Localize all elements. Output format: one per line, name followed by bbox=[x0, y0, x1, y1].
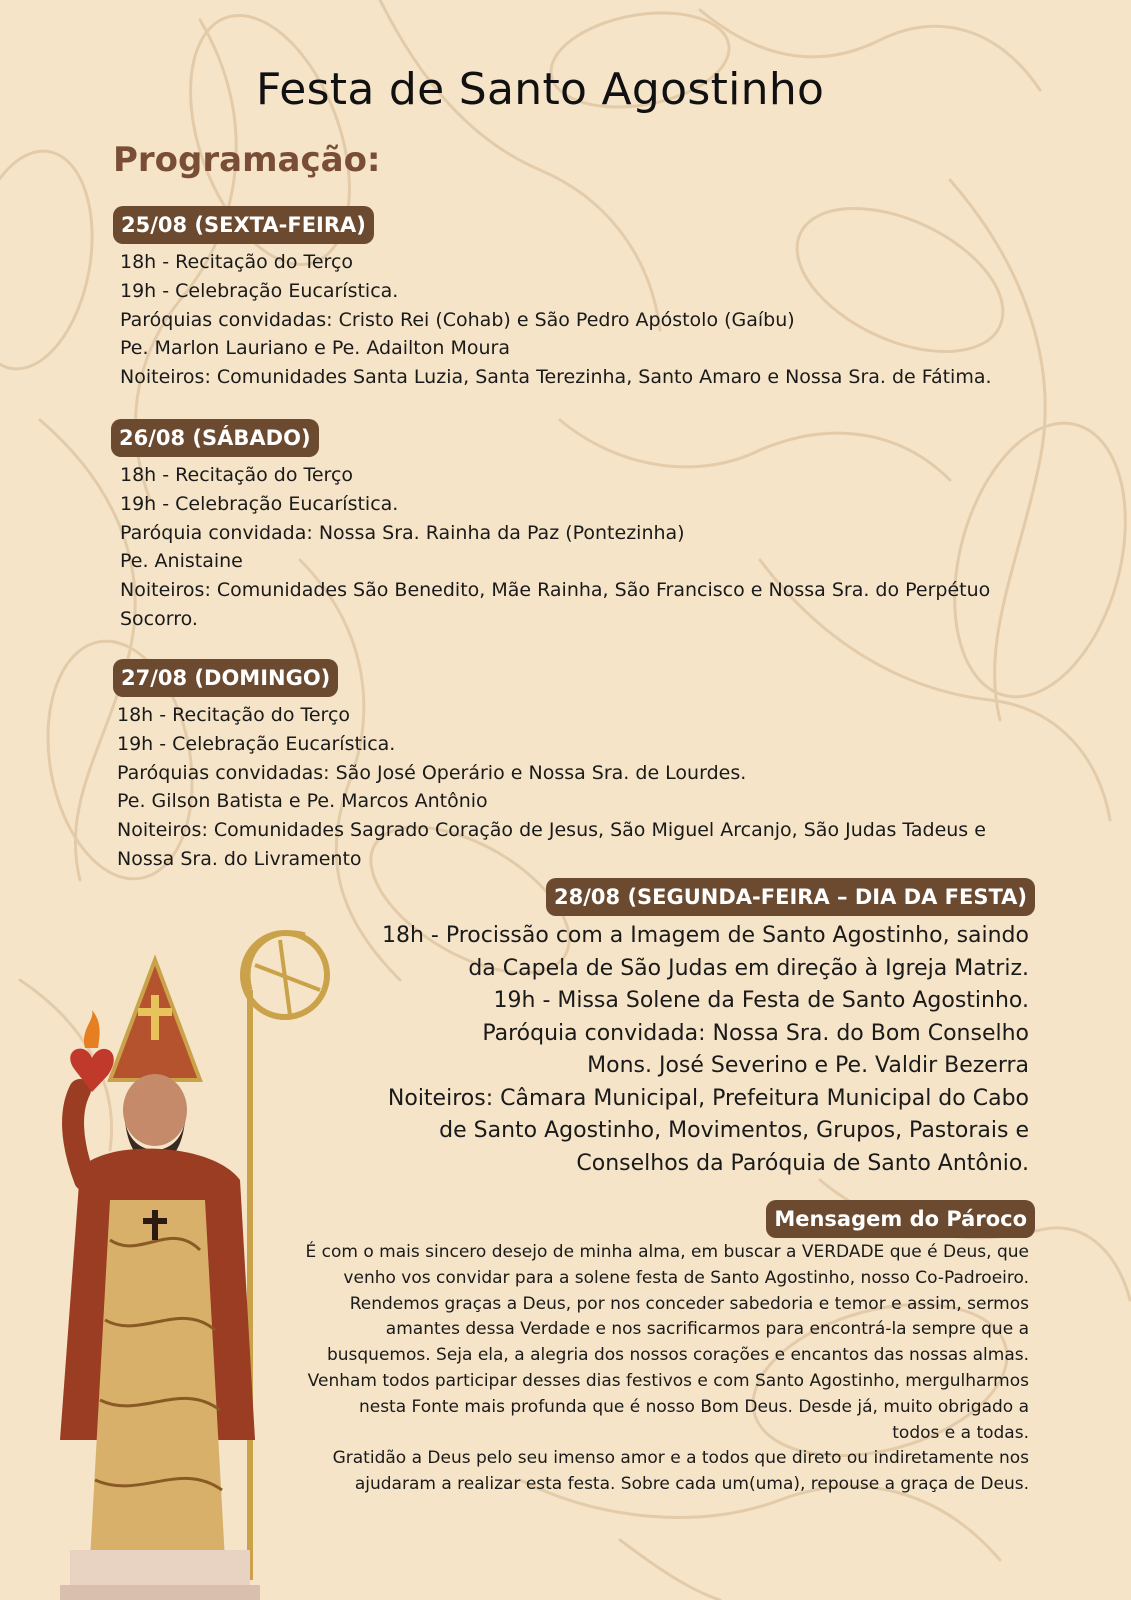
message-line: Gratidão a Deus pelo seu imenso amor e a todos que direto ou indiretamente nos bbox=[332, 1448, 1029, 1469]
schedule-line: 19h - Celebração Eucarística. bbox=[120, 279, 399, 302]
message-line: É com o mais sincero desejo de minha alma, em buscar a VERDADE que é Deus, que bbox=[305, 1242, 1029, 1262]
schedule-heading: Programação: bbox=[113, 140, 381, 180]
day-header-25: 25/08 (SEXTA-FEIRA) bbox=[113, 206, 374, 244]
day-details-28 bbox=[382, 920, 1029, 1180]
schedule-line: Paróquias convidadas: São José Operário e Nossa Sra. de Lourdes. bbox=[117, 761, 747, 784]
page-title: Festa de Santo Agostinho bbox=[256, 64, 825, 115]
schedule-line: Paróquia convidada: Nossa Sra. Rainha da Paz (Pontezinha) bbox=[120, 521, 685, 544]
crozier-staff bbox=[243, 933, 327, 1580]
schedule-line: 19h - Missa Solene da Festa de Santo Agostinho. bbox=[493, 988, 1029, 1013]
robe bbox=[90, 1200, 225, 1560]
schedule-line: 18h - Recitação do Terço bbox=[117, 704, 351, 726]
day-header-26: 26/08 (SÁBADO) bbox=[111, 419, 319, 457]
schedule-line: Paróquias convidadas: Cristo Rei (Cohab) e São Pedro Apóstolo (Gaíbu) bbox=[120, 308, 795, 331]
day-details-25 bbox=[120, 248, 992, 392]
face bbox=[123, 1074, 187, 1146]
message-line: busquemos. Seja ela, a alegria dos nossos corações e encantos das nossas almas. bbox=[326, 1345, 1029, 1366]
schedule-line: 19h - Celebração Eucarística. bbox=[117, 732, 396, 755]
message-header: Mensagem do Pároco bbox=[766, 1200, 1035, 1238]
schedule-line: Noiteiros: Comunidades Sagrado Coração de Jesus, São Miguel Arcanjo, São Judas Tadeus e bbox=[117, 819, 986, 842]
day-header-28: 28/08 (SEGUNDA-FEIRA – DIA DA FESTA) bbox=[546, 878, 1035, 916]
saint-augustine-statue-image bbox=[40, 920, 370, 1600]
schedule-line: Noiteiros: Câmara Municipal, Prefeitura Municipal do Cabo bbox=[387, 1085, 1029, 1111]
schedule-line: Paróquia convidada: Nossa Sra. do Bom Conselho bbox=[482, 1020, 1029, 1046]
day-header-27: 27/08 (DOMINGO) bbox=[113, 659, 338, 697]
schedule-line: Noiteiros: Comunidades São Benedito, Mãe Rainha, São Francisco e Nossa Sra. do Perpétuo bbox=[120, 579, 991, 602]
message-line: venho vos convidar para a solene festa de Santo Agostinho, nosso Co-Padroeiro. bbox=[343, 1267, 1029, 1288]
schedule-line: Mons. José Severino e Pe. Valdir Bezerra bbox=[587, 1053, 1029, 1078]
schedule-line: 18h - Procissão com a Imagem de Santo Agostinho, saindo bbox=[381, 923, 1029, 948]
message-line: Venham todos participar desses dias festivos e com Santo Agostinho, mergulharmos bbox=[307, 1370, 1029, 1391]
message-line: ajudaram a realizar esta festa. Sobre cada um(uma), repouse a graça de Deus. bbox=[354, 1474, 1029, 1495]
day-details-26 bbox=[120, 461, 990, 634]
schedule-line: Pe. Gilson Batista e Pe. Marcos Antônio bbox=[117, 790, 488, 813]
message-line: todos e a todas. bbox=[892, 1422, 1029, 1443]
message-line: Rendemos graças a Deus, por nos conceder sabedoria e temor e assim, sermos bbox=[349, 1293, 1029, 1314]
schedule-line: 18h - Recitação do Terço bbox=[120, 251, 354, 273]
priest-message bbox=[306, 1240, 1030, 1498]
message-line: amantes dessa Verdade e nos sacrificarmos para encontrá-la sempre que a bbox=[385, 1319, 1029, 1340]
schedule-line: da Capela de São Judas em direção à Igreja Matriz. bbox=[468, 955, 1029, 981]
schedule-line: Noiteiros: Comunidades Santa Luzia, Santa Terezinha, Santo Amaro e Nossa Sra. de Fátima. bbox=[120, 366, 992, 389]
schedule-line: Pe. Anistaine bbox=[120, 550, 243, 573]
schedule-line: Socorro. bbox=[120, 607, 198, 630]
schedule-line: Conselhos da Paróquia de Santo Antônio. bbox=[576, 1150, 1029, 1176]
day-details-27 bbox=[117, 701, 986, 874]
schedule-line: Nossa Sra. do Livramento bbox=[117, 847, 362, 870]
schedule-line: de Santo Agostinho, Movimentos, Grupos, Pastorais e bbox=[439, 1118, 1029, 1143]
message-line: nesta Fonte mais profunda que é nosso Bom Deus. Desde já, muito obrigado a bbox=[358, 1396, 1029, 1417]
schedule-line: 18h - Recitação do Terço bbox=[120, 464, 354, 486]
schedule-line: Pe. Marlon Lauriano e Pe. Adailton Moura bbox=[120, 337, 510, 360]
schedule-line: 19h - Celebração Eucarística. bbox=[120, 492, 399, 515]
